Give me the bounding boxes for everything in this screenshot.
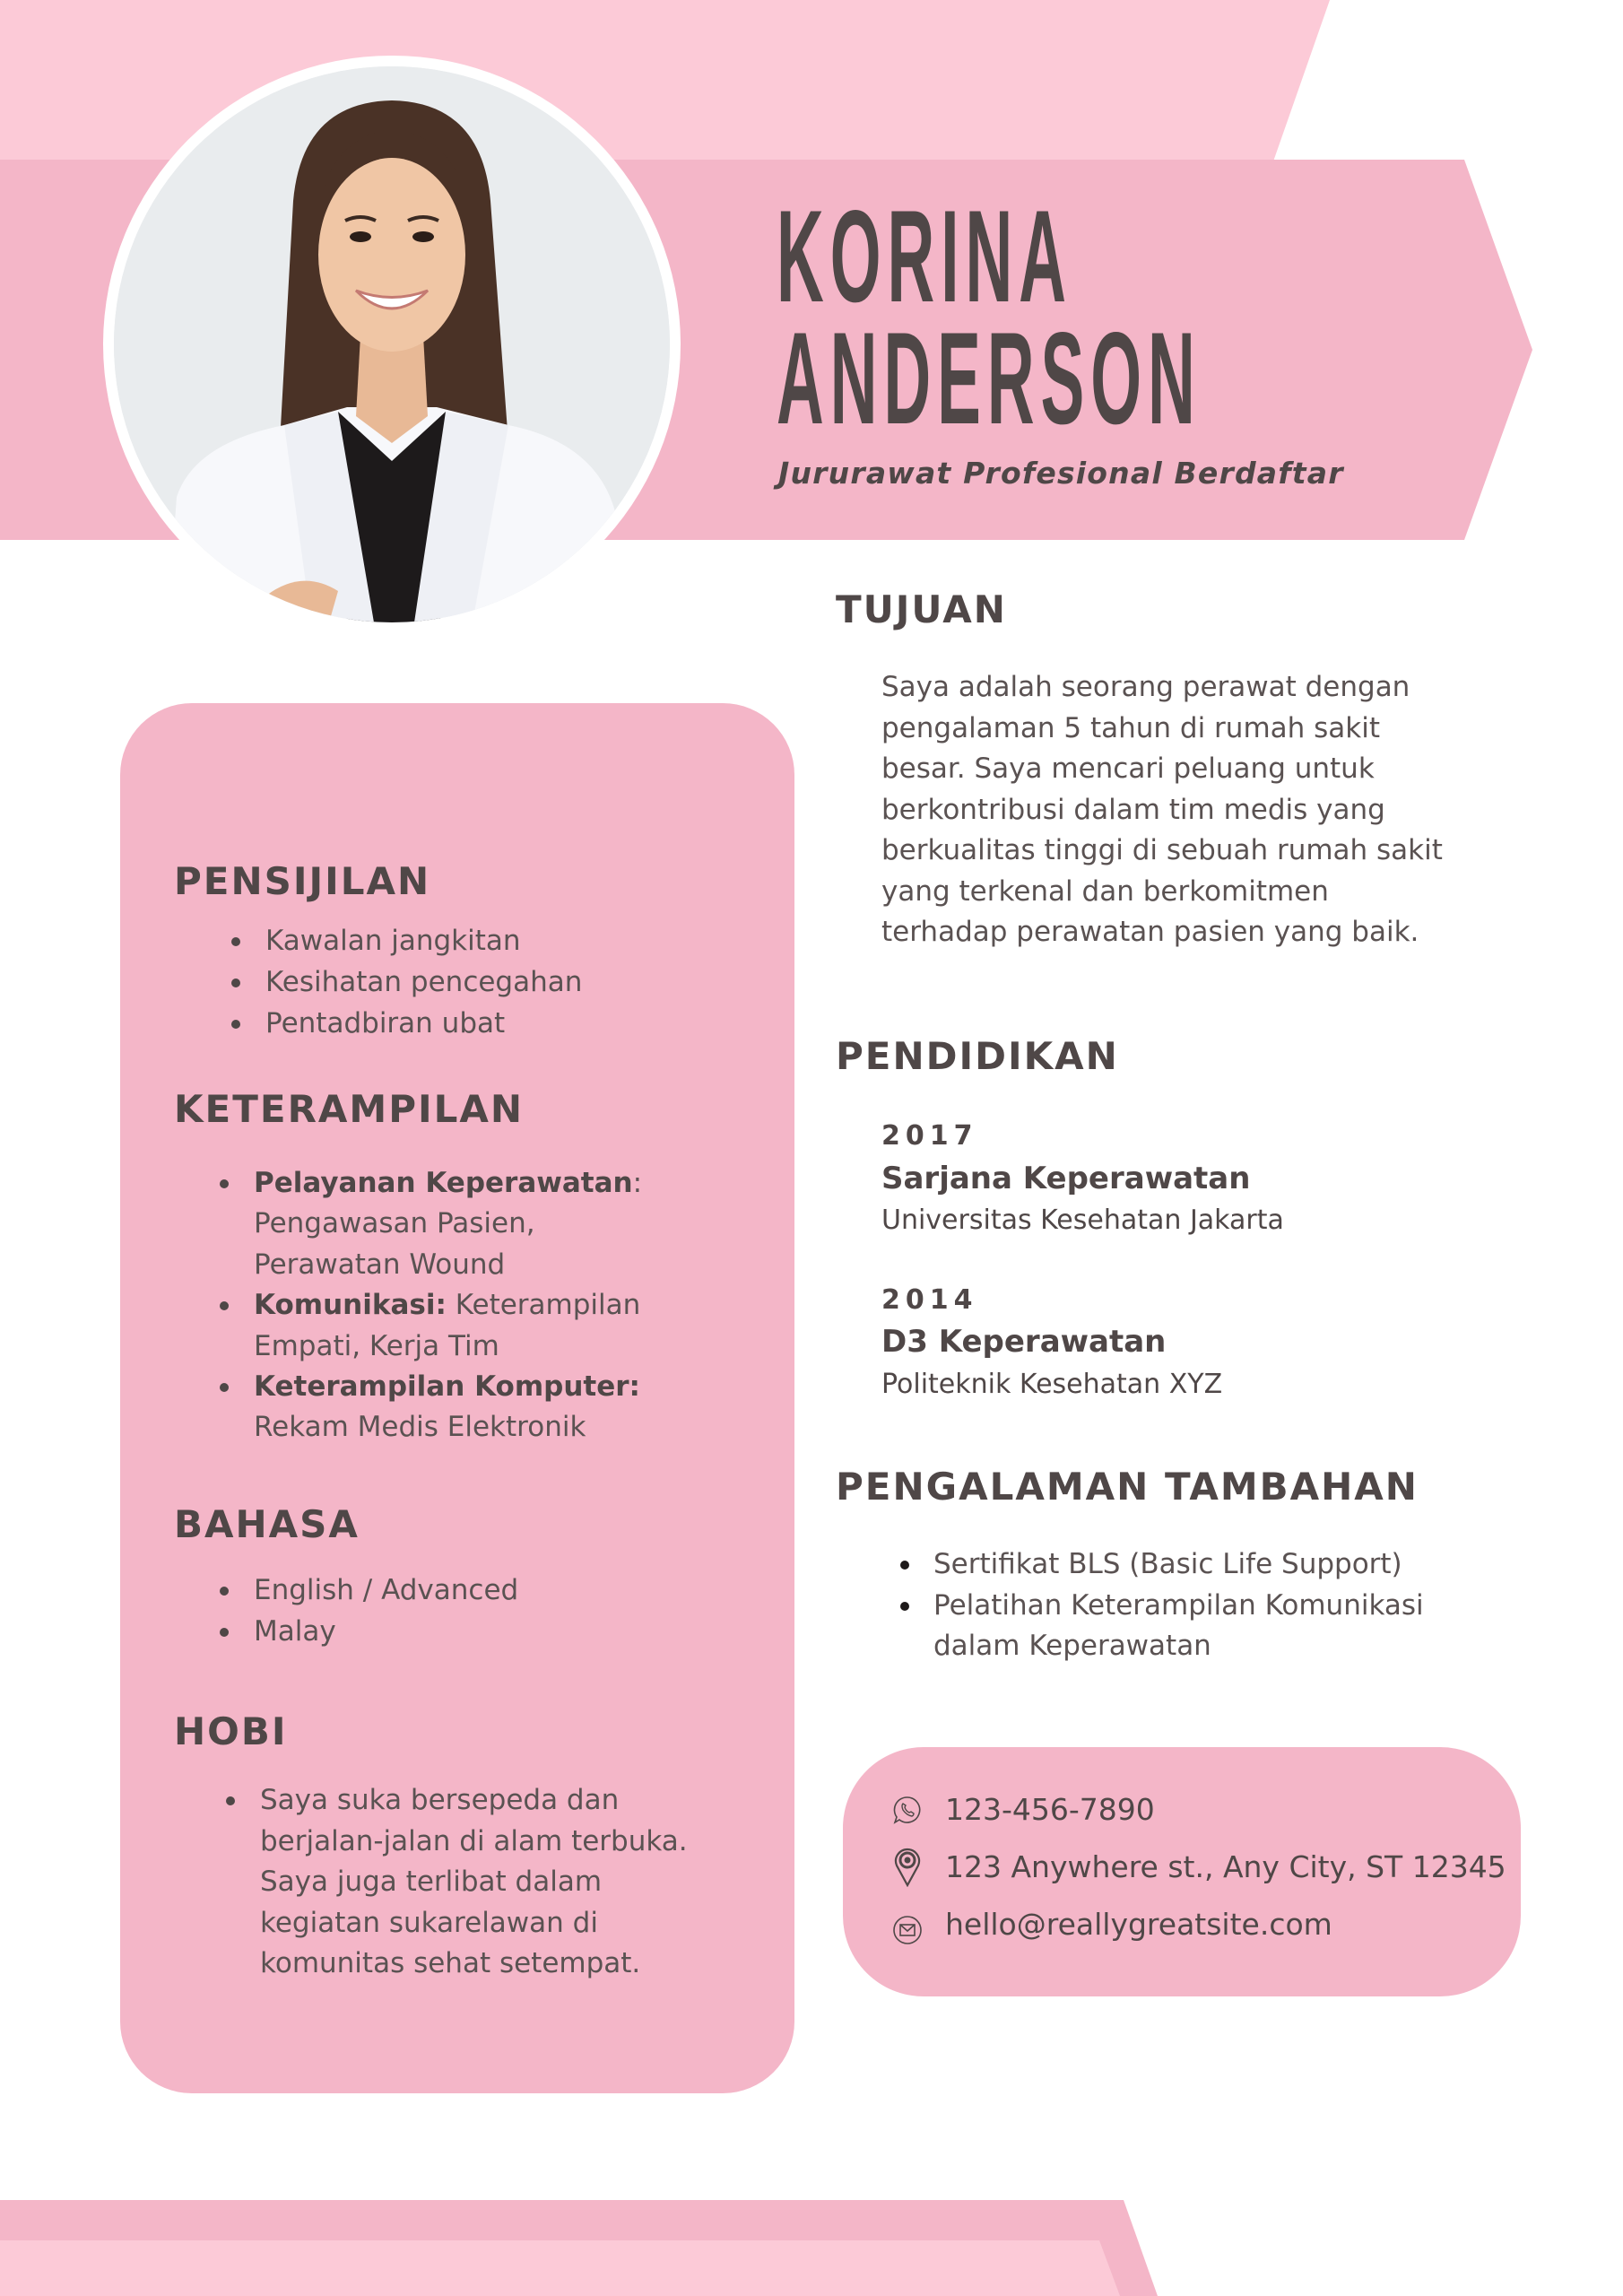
list-item-text: Pentadbiran ubat	[265, 1007, 506, 1039]
bullet-icon	[220, 1587, 229, 1596]
skills-list	[254, 1163, 642, 1448]
list-item	[265, 920, 582, 961]
objective-line: besar. Saya mencari peluang untuk	[881, 752, 1375, 785]
job-title: Jururawat Profesional Berdaftar	[778, 456, 1344, 491]
list-item-text: dalam Keperawatan	[933, 1630, 1211, 1662]
list-item-text: Sertifikat BLS (Basic Life Support)	[933, 1548, 1402, 1580]
whatsapp-phone-icon	[891, 1790, 924, 1830]
bullet-icon	[900, 1561, 909, 1570]
list-item	[254, 1367, 642, 1448]
contact-email	[891, 1907, 1332, 1950]
list-item-text: Malay	[254, 1615, 336, 1648]
address-text: 123 Anywhere st., Any City, ST 12345	[945, 1849, 1506, 1884]
skill-sep: :	[632, 1167, 643, 1199]
bullet-icon	[220, 1383, 229, 1392]
education-year: 2014	[881, 1284, 978, 1316]
skill-detail: Keterampilan	[446, 1289, 641, 1322]
languages-list	[254, 1570, 518, 1652]
list-item-text: Kawalan jangkitan	[265, 925, 521, 957]
languages-heading: BAHASA	[174, 1502, 360, 1546]
portrait-illustration	[114, 66, 670, 622]
certifications-list	[265, 920, 582, 1044]
hobby-line: berjalan-jalan di alam terbuka.	[260, 1824, 688, 1857]
list-item	[254, 1285, 642, 1367]
skill-label: Keterampilan Komputer:	[254, 1370, 640, 1404]
footer-band-light	[0, 2240, 1130, 2296]
last-name: ANDERSON	[777, 305, 1202, 451]
contact-card	[843, 1747, 1521, 1996]
location-pin-icon	[891, 1848, 924, 1887]
skill-detail: Perawatan Wound	[254, 1248, 506, 1281]
list-item-text: English / Advanced	[254, 1574, 519, 1606]
list-item-text: Pelatihan Keterampilan Komunikasi	[933, 1588, 1424, 1622]
skill-detail: Rekam Medis Elektronik	[254, 1411, 586, 1444]
bullet-icon	[226, 1796, 235, 1805]
education-degree: Sarjana Keperawatan	[881, 1161, 1251, 1196]
contact-phone	[891, 1790, 1155, 1830]
profile-photo	[114, 66, 670, 622]
first-name: KORINA	[777, 183, 1072, 329]
list-item	[265, 961, 582, 1003]
education-heading: PENDIDIKAN	[836, 1034, 1119, 1078]
skill-detail: Pengawasan Pasien,	[254, 1207, 535, 1240]
education-school: Universitas Kesehatan Jakarta	[881, 1205, 1284, 1236]
list-item	[254, 1163, 642, 1285]
hobby-line: Saya suka bersepeda dan	[260, 1784, 620, 1816]
education-degree: D3 Keperawatan	[881, 1324, 1167, 1360]
bullet-icon	[220, 1628, 229, 1637]
list-item	[254, 1570, 518, 1611]
certifications-heading: PENSIJILAN	[174, 859, 431, 903]
education-school: Politeknik Kesehatan XYZ	[881, 1369, 1223, 1400]
education-year: 2017	[881, 1120, 978, 1152]
objective-line: terhadap perawatan pasien yang baik.	[881, 916, 1419, 948]
hobbies-list	[260, 1780, 688, 1985]
email-link[interactable]: hello@reallygreatsite.com	[945, 1907, 1332, 1942]
bullet-icon	[220, 1179, 229, 1188]
list-item	[933, 1586, 1424, 1667]
additional-experience-heading: PENGALAMAN TAMBAHAN	[836, 1465, 1419, 1509]
list-item	[933, 1544, 1424, 1586]
objective-line: Saya adalah seorang perawat dengan	[881, 671, 1410, 703]
hobby-line: kegiatan sukarelawan di	[260, 1906, 598, 1939]
objective-line: berkontribusi dalam tim medis yang	[881, 793, 1385, 826]
phone-number[interactable]: 123-456-7890	[945, 1792, 1155, 1827]
objective-line: berkualitas tinggi di sebuah rumah sakit	[881, 834, 1443, 866]
objective-line: pengalaman 5 tahun di rumah sakit	[881, 711, 1381, 744]
list-item	[260, 1780, 688, 1985]
additional-experience-list	[933, 1544, 1424, 1667]
profile-photo-frame	[103, 56, 681, 633]
bullet-icon	[900, 1602, 909, 1611]
skill-label: Komunikasi:	[254, 1289, 447, 1322]
contact-address	[891, 1848, 1506, 1887]
hobby-line: komunitas sehat setempat.	[260, 1947, 641, 1979]
list-item	[254, 1611, 518, 1652]
mail-icon	[891, 1910, 924, 1950]
skills-heading: KETERAMPILAN	[174, 1087, 525, 1131]
list-item-text: Kesihatan pencegahan	[265, 966, 583, 998]
objective-heading: TUJUAN	[836, 587, 1007, 631]
objective-text	[881, 667, 1443, 953]
hobbies-heading: HOBI	[174, 1709, 288, 1753]
bullet-icon	[231, 1020, 240, 1029]
skill-label: Pelayanan Keperawatan	[254, 1167, 633, 1199]
bullet-icon	[231, 937, 240, 946]
skill-detail: Empati, Kerja Tim	[254, 1329, 499, 1362]
hobby-line: Saya juga terlibat dalam	[260, 1866, 603, 1898]
bullet-icon	[231, 978, 240, 987]
list-item	[265, 1003, 582, 1044]
objective-line: yang terkenal dan berkomitmen	[881, 874, 1329, 908]
